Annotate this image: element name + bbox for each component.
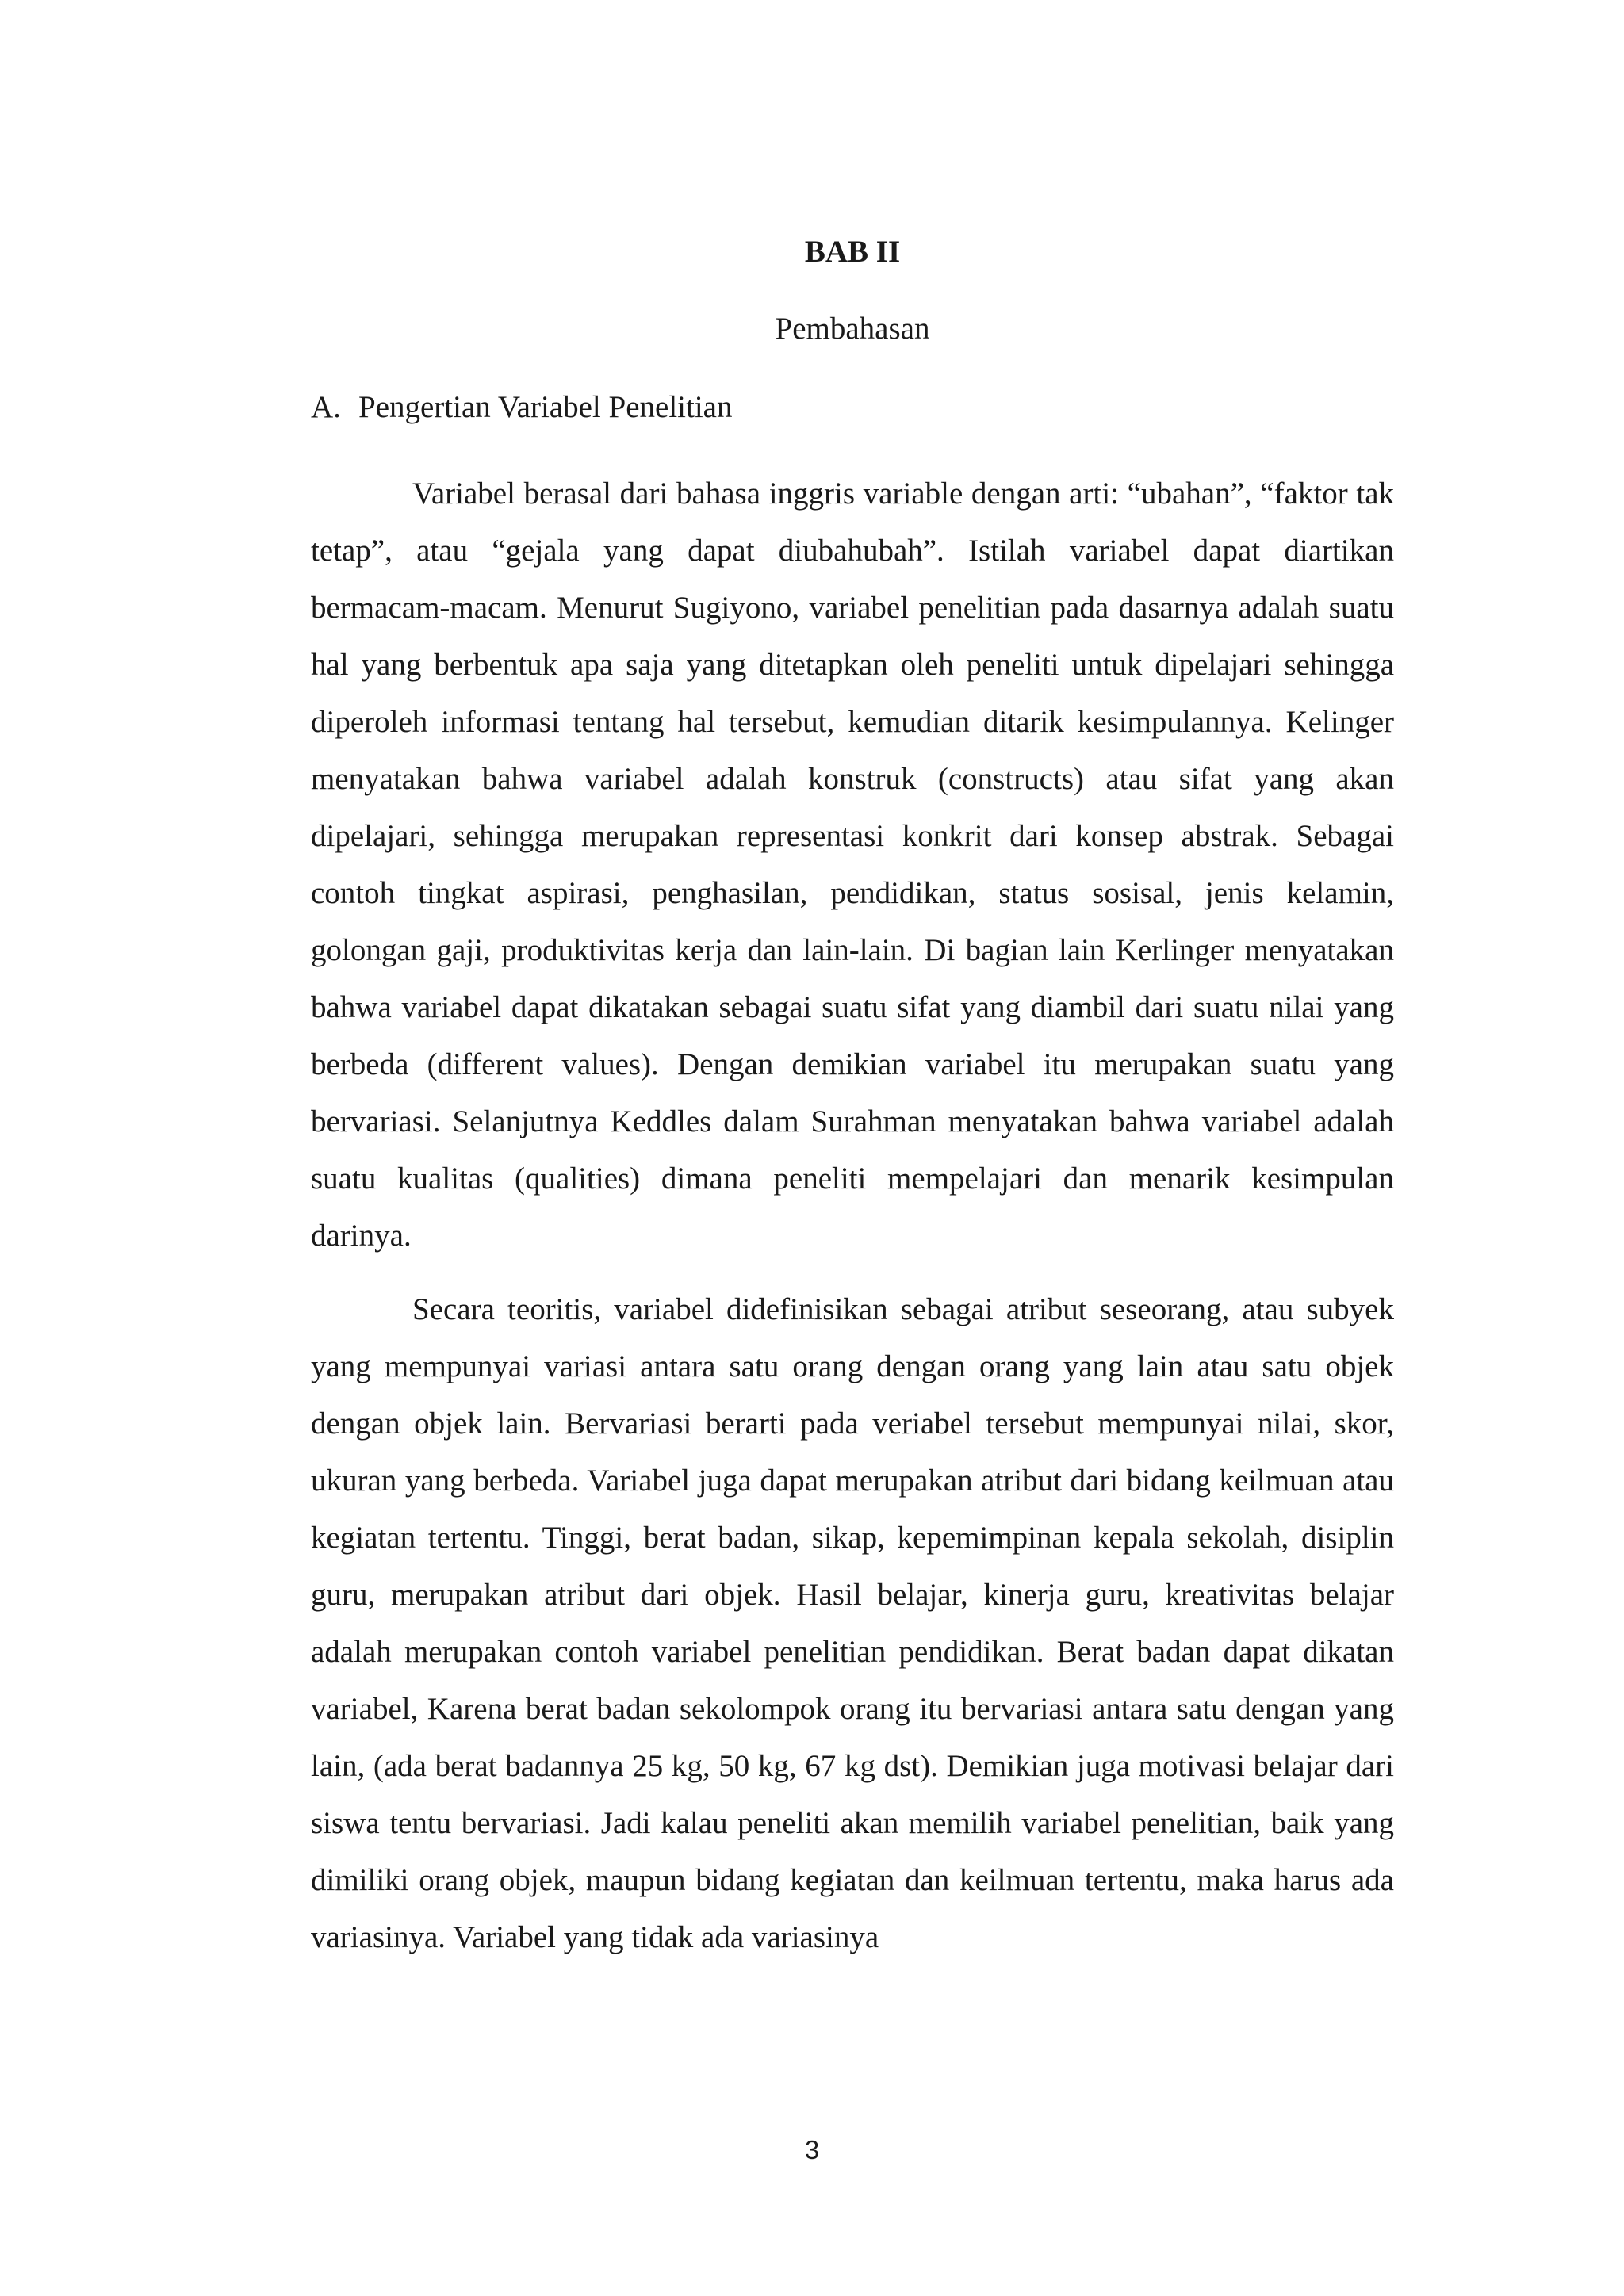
body-paragraph: Secara teoritis, variabel didefinisikan sebagai atribut seseorang, atau subyek yang mempunyai variasi antara satu orang dengan orang yang lain atau satu objek dengan objek lain. Bervariasi berarti pada veriabel tersebut mempunyai nilai, skor, ukuran yang berbeda. Variabel juga dapat merupakan atribut dari bidang keilmuan atau kegiatan tertentu. Tinggi, berat badan, sikap, kepemimpinan kepala sekolah, disiplin guru, merupakan atribut dari objek. Hasil belajar, kinerja guru, kreativitas belajar adalah merupakan contoh variabel penelitian pendidikan. Berat badan dapat dikatan variabel, Karena berat badan sekolompok orang itu bervariasi antara satu dengan yang lain, (ada berat badannya 25 kg, 50 kg, 67 kg dst). Demikian juga motivasi belajar dari siswa tentu bervariasi. Jadi kalau peneliti akan memilih variabel penelitian, baik yang dimiliki orang objek, maupun bidang kegiatan dan keilmuan tertentu, maka harus ada variasinya. Variabel yang tidak ada variasinya	[311, 1292, 1394, 1954]
page-number: 3	[804, 2135, 820, 2164]
section-heading	[311, 385, 732, 430]
section-marker: A.	[311, 390, 341, 424]
section-heading-text: Pengertian Variabel Penelitian	[358, 390, 733, 424]
body-paragraph: Variabel berasal dari bahasa inggris variable dengan arti: “ubahan”, “faktor tak tetap”, atau “gejala yang dapat diubahubah”. Istilah variabel dapat diartikan bermacam-macam. Menurut Sugiyono, variabel penelitian pada dasarnya adalah suatu hal yang berbentuk apa saja yang ditetapkan oleh peneliti untuk dipelajari sehingga diperoleh informasi tentang hal tersebut, kemudian ditarik kesimpulannya. Kelinger menyatakan bahwa variabel adalah konstruk (constructs) atau sifat yang akan dipelajari, sehingga merupakan representasi konkrit dari konsep abstrak. Sebagai contoh tingkat aspirasi, penghasilan, pendidikan, status sosisal, jenis kelamin, golongan gaji, produktivitas kerja dan lain-lain. Di bagian lain Kerlinger menyatakan bahwa variabel dapat dikatakan sebagai suatu sifat yang diambil dari suatu nilai yang berbeda (different values). Dengan demikian variabel itu merupakan suatu yang bervariasi. Selanjutnya Keddles dalam Surahman menyatakan bahwa variabel adalah suatu kualitas (qualities) dimana peneliti mempelajari dan menarik kesimpulan darinya.	[311, 476, 1394, 1253]
chapter-subtitle: Pembahasan	[775, 312, 930, 346]
chapter-title: BAB II	[804, 235, 901, 269]
